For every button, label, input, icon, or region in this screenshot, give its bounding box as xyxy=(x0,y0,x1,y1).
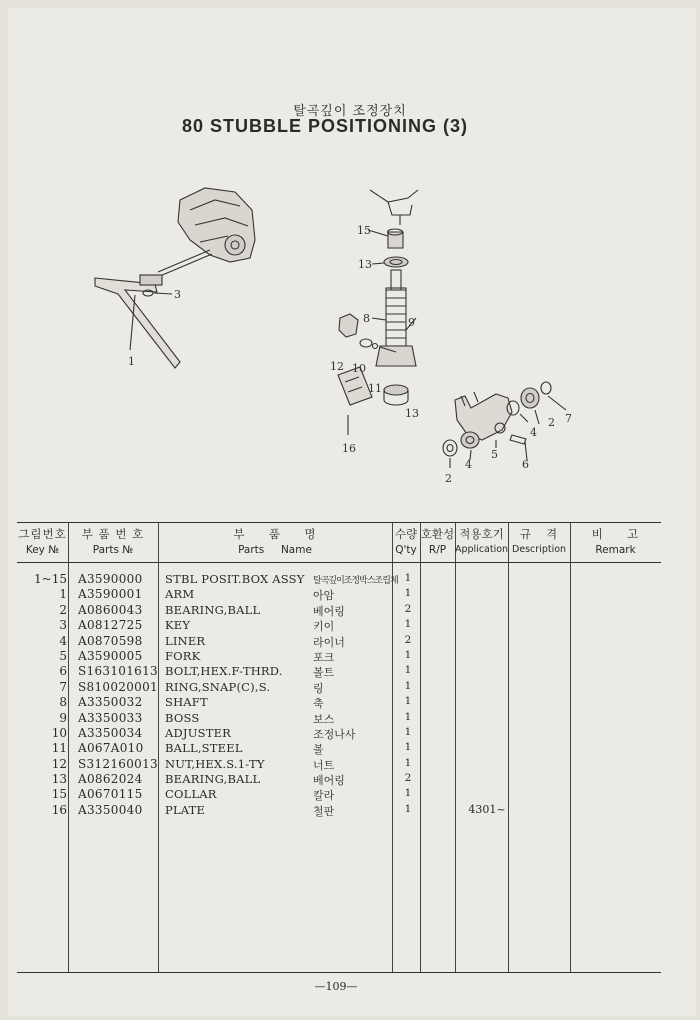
cell-quantity: 1 xyxy=(404,725,412,738)
header-remark: Remark xyxy=(595,544,636,556)
cell-quantity: 2 xyxy=(404,772,412,785)
header-rp-ko: 호환성 xyxy=(420,527,455,541)
cell-part-name: NUT,HEX.S.1-TY xyxy=(165,756,265,771)
cell-part-number: A3590000 xyxy=(78,572,143,586)
table-row xyxy=(17,741,661,756)
table-row xyxy=(17,572,661,587)
callout-10: 10 xyxy=(352,362,366,375)
cell-quantity: 1 xyxy=(404,664,412,677)
cell-part-name: BOSS xyxy=(165,710,200,725)
header-key: Key № xyxy=(25,544,60,556)
cell-part-name: BOLT,HEX.F-THRD. xyxy=(165,664,283,679)
header-parts-name: Parts Name xyxy=(238,544,312,556)
header-description: Description xyxy=(511,544,567,555)
cell-part-name-korean: 칼라 xyxy=(313,789,335,803)
cell-key: 10 xyxy=(51,725,67,740)
table-row xyxy=(17,803,661,818)
cell-part-name: ADJUSTER xyxy=(165,725,232,740)
cell-part-name: COLLAR xyxy=(165,787,217,802)
cell-part-name-korean: 철판 xyxy=(313,804,335,818)
cell-part-name: BEARING,BALL xyxy=(165,602,261,617)
cell-quantity: 1 xyxy=(404,695,412,708)
cell-part-number: A0862024 xyxy=(78,772,143,787)
cell-part-name: BALL,STEEL xyxy=(165,741,243,756)
page-number: —109— xyxy=(314,980,358,993)
cell-key: 15 xyxy=(51,787,67,802)
callout-4: 4 xyxy=(465,458,472,471)
cell-part-name-korean: 너트 xyxy=(313,758,335,772)
cell-part-number: A0812725 xyxy=(78,618,143,633)
cell-key: 6 xyxy=(59,664,67,679)
cell-quantity: 1 xyxy=(404,787,412,800)
cell-part-name-korean: 축 xyxy=(313,697,324,711)
header-parts-no: Parts № xyxy=(92,544,134,556)
cell-part-name-korean: 베어링 xyxy=(313,774,345,788)
cell-part-number: A3350034 xyxy=(78,725,143,740)
callout-13: 13 xyxy=(358,258,372,271)
table-row xyxy=(17,711,661,726)
header-application-ko: 적용호기 xyxy=(459,527,504,541)
cell-quantity: 1 xyxy=(404,710,412,723)
cell-quantity: 1 xyxy=(404,741,412,754)
cell-part-number: A3350033 xyxy=(78,710,143,725)
cell-part-number: A0860043 xyxy=(78,602,143,617)
cell-part-number: A3350032 xyxy=(78,695,143,710)
cell-key: 5 xyxy=(59,648,67,663)
cell-key: 13 xyxy=(51,772,67,787)
callout-2: 2 xyxy=(445,472,452,485)
cell-quantity: 1 xyxy=(404,756,412,769)
cell-part-number: S163101613 xyxy=(78,664,158,679)
cell-key: 3 xyxy=(59,618,67,633)
cell-quantity: 1 xyxy=(404,802,412,815)
cell-part-name-korean: 베어링 xyxy=(313,604,345,618)
cell-part-name-korean: 아암 xyxy=(313,589,335,603)
cell-part-name: STBL POSIT.BOX ASSY xyxy=(165,572,305,586)
table-row xyxy=(17,695,661,710)
callout-8: 8 xyxy=(363,312,370,325)
cell-part-name-korean: 링 xyxy=(313,681,324,695)
fork-drawing xyxy=(455,392,512,440)
cell-part-name-korean: 볼트 xyxy=(313,666,335,680)
callout-3: 3 xyxy=(174,288,181,301)
callout-11: 11 xyxy=(368,382,382,395)
callout-9: 9 xyxy=(408,316,415,329)
cell-part-name-korean: 키이 xyxy=(313,620,335,634)
cell-key: 1 xyxy=(59,587,67,602)
table-row xyxy=(17,787,661,802)
table-row xyxy=(17,634,661,649)
cell-part-name: RING,SNAP(C),S. xyxy=(165,679,271,694)
cell-application: 4301~ xyxy=(468,802,506,816)
cell-quantity: 1 xyxy=(404,648,412,661)
cell-quantity: 2 xyxy=(404,633,412,646)
table-row xyxy=(17,757,661,772)
cell-part-name: LINER xyxy=(165,633,206,648)
callout-2b: 2 xyxy=(548,416,555,429)
cell-quantity: 2 xyxy=(404,602,412,615)
cell-part-number: A0870598 xyxy=(78,633,143,648)
header-divider xyxy=(17,562,661,563)
cell-part-name-korean: 라이너 xyxy=(313,635,345,649)
callout-1: 1 xyxy=(128,355,135,368)
cell-key: 7 xyxy=(59,679,67,694)
callout-4b: 4 xyxy=(530,426,537,439)
table-row xyxy=(17,649,661,664)
cell-key: 8 xyxy=(59,695,67,710)
exploded-parts-diagram xyxy=(0,170,700,510)
cell-part-name: FORK xyxy=(165,648,201,663)
callout-7: 7 xyxy=(565,412,572,425)
header-key-ko: 그림번호 xyxy=(18,527,67,541)
table-row xyxy=(17,726,661,741)
cell-part-name-korean: 볼 xyxy=(313,743,324,757)
table-row xyxy=(17,680,661,695)
callout-16: 16 xyxy=(342,442,356,455)
cell-part-name: KEY xyxy=(165,618,191,633)
cell-key: 2 xyxy=(59,602,67,617)
header-description-ko: 규 격 xyxy=(519,527,559,541)
page-title: 80 STUBBLE POSITIONING (3) xyxy=(181,116,469,136)
cell-part-number: A3350040 xyxy=(78,802,143,817)
cell-key: 4 xyxy=(59,633,67,648)
cell-part-name: PLATE xyxy=(165,802,206,817)
cell-part-name-korean: 보스 xyxy=(313,712,335,726)
callout-13b: 13 xyxy=(405,407,419,420)
cell-part-name-korean: 조정나사 xyxy=(313,727,356,741)
header-qty: Q'ty xyxy=(395,544,417,556)
header-parts-name-ko: 부 품 명 xyxy=(233,527,317,541)
cell-part-number: S312160013 xyxy=(78,756,158,771)
cell-key: 9 xyxy=(59,710,67,725)
cell-part-name-korean: 포크 xyxy=(313,650,335,664)
table-row xyxy=(17,587,661,602)
cell-key: 12 xyxy=(51,756,67,771)
cell-quantity: 1 xyxy=(404,618,412,631)
callout-5: 5 xyxy=(491,448,498,461)
page-title-korean: 탈곡깊이 조정장치 xyxy=(293,104,407,119)
cell-part-number: A3590005 xyxy=(78,648,143,663)
cell-part-number: S810020001 xyxy=(78,679,158,694)
header-qty-ko: 수량 xyxy=(394,527,418,541)
parts-table xyxy=(17,522,661,973)
callout-15: 15 xyxy=(357,224,371,237)
cell-part-name: ARM xyxy=(165,587,195,602)
callout-6: 6 xyxy=(522,458,529,471)
cell-key: 16 xyxy=(51,802,67,817)
cell-quantity: 1 xyxy=(404,572,412,584)
callout-12: 12 xyxy=(330,360,344,373)
cell-part-name: BEARING,BALL xyxy=(165,772,261,787)
header-application: Application xyxy=(455,544,509,555)
cell-key: 11 xyxy=(51,741,67,756)
gearbox-drawing xyxy=(158,188,255,276)
cell-key: 1~15 xyxy=(34,572,67,586)
callout-numbers xyxy=(128,224,572,485)
cell-part-name: SHAFT xyxy=(165,695,208,710)
cell-part-number: A0670115 xyxy=(78,787,143,802)
cell-quantity: 1 xyxy=(404,587,412,600)
arm-drawing xyxy=(95,275,180,368)
table-row xyxy=(17,664,661,679)
cell-part-number: A067A010 xyxy=(78,741,144,756)
header-parts-no-ko: 부 품 번 호 xyxy=(81,527,145,541)
header-rp: R/P xyxy=(428,544,447,556)
table-row xyxy=(17,772,661,787)
table-row xyxy=(17,603,661,618)
cell-quantity: 1 xyxy=(404,679,412,692)
cell-part-name-korean: 탈곡깊이조정박스조립체 xyxy=(313,576,398,586)
table-row xyxy=(17,618,661,633)
parts-rows xyxy=(17,572,661,818)
header-remark-ko: 비 고 xyxy=(591,527,640,541)
cell-part-number: A3590001 xyxy=(78,587,143,602)
